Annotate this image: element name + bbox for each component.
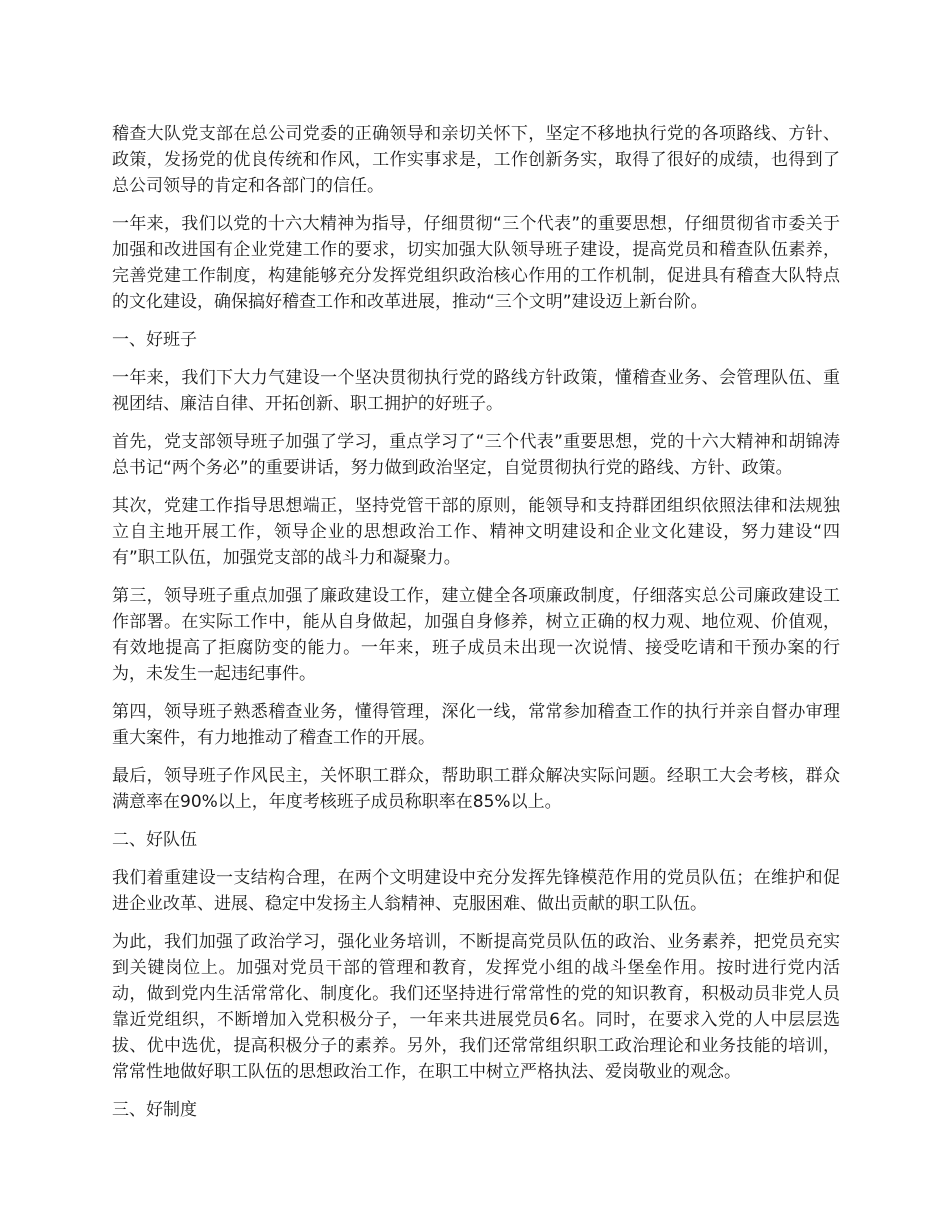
- good-team-summary-paragraph: 一年来，我们下大力气建设一个坚决贯彻执行党的路线方针政策，懂稽查业务、会管理队伍、重视团结、廉洁自律、开拓创新、职工拥护的好班子。: [112, 368, 840, 414]
- second-point-paragraph: 其次，党建工作指导思想端正，坚持党管干部的原则，能领导和支持群团组织依照法律和法规独立自主地开展工作，领导企业的思想政治工作、精神文明建设和企业文化建设，努力建设“四有”职工队伍，加强党支部的战斗力和凝聚力。: [112, 496, 840, 568]
- intro-paragraph: 稽查大队党支部在总公司党委的正确领导和亲切关怀下，坚定不移地执行党的各项路线、方针、政策，发扬党的优良传统和作风，工作实事求是，工作创新务实，取得了很好的成绩，也得到了总公司领导的肯定和各部门的信任。: [112, 124, 840, 196]
- section-heading-good-system: 三、好制度: [112, 1100, 197, 1120]
- overview-paragraph: 一年来，我们以党的十六大精神为指导，仔细贯彻“三个代表”的重要思想，仔细贯彻省市委关于加强和改进国有企业党建工作的要求，切实加强大队领导班子建设，提高党员和稽查队伍素养，完善党建工作制度，构建能够充分发挥党组织政治核心作用的工作机制，促进具有稽查大队特点的文化建设，确保搞好稽查工作和改革进展，推动“三个文明”建设迈上新台阶。: [112, 214, 840, 312]
- good-staff-detail-paragraph: 为此，我们加强了政治学习，强化业务培训，不断提高党员队伍的政治、业务素养，把党员充实到关键岗位上。加强对党员干部的管理和教育，发挥党小组的战斗堡垒作用。按时进行党内活动，做到党内生活常常化、制度化。我们还坚持进行常常性的党的知识教育，积极动员非党人员靠近党组织，不断增加入党积极分子，一年来共进展党员6名。同时，在要求入党的人中层层选拔、优中选优，提高积极分子的素养。另外，我们还常常组织职工政治理论和业务技能的培训，常常性地做好职工队伍的思想政治工作，在职工中树立严格执法、爱岗敬业的观念。: [112, 932, 840, 1082]
- first-point-paragraph: 首先，党支部领导班子加强了学习，重点学习了“三个代表”重要思想，党的十六大精神和胡锦涛总书记“两个务必”的重要讲话，努力做到政治坚定，自觉贯彻执行党的路线、方针、政策。: [112, 432, 840, 478]
- fourth-point-paragraph: 第四，领导班子熟悉稽查业务，懂得管理，深化一线，常常参加稽查工作的执行并亲自督办审理重大案件，有力地推动了稽查工作的开展。: [112, 702, 840, 748]
- document-body: [112, 121, 840, 1135]
- good-staff-summary-paragraph: 我们着重建设一支结构合理，在两个文明建设中充分发挥先锋模范作用的党员队伍；在维护和促进企业改革、进展、稳定中发扬主人翁精神、克服困难、做出贡献的职工队伍。: [112, 868, 840, 914]
- section-heading-good-staff: 二、好队伍: [112, 830, 197, 850]
- final-point-paragraph: 最后，领导班子作风民主，关怀职工群众，帮助职工群众解决实际问题。经职工大会考核，群众满意率在90%以上，年度考核班子成员称职率在85%以上。: [112, 766, 840, 812]
- section-heading-good-team: 一、好班子: [112, 330, 197, 350]
- third-point-paragraph: 第三，领导班子重点加强了廉政建设工作，建立健全各项廉政制度，仔细落实总公司廉政建设工作部署。在实际工作中，能从自身做起，加强自身修养，树立正确的权力观、地位观、价值观，有效地提高了拒腐防变的能力。一年来，班子成员未出现一次说情、接受吃请和干预办案的行为，未发生一起违纪事件。: [112, 586, 840, 684]
